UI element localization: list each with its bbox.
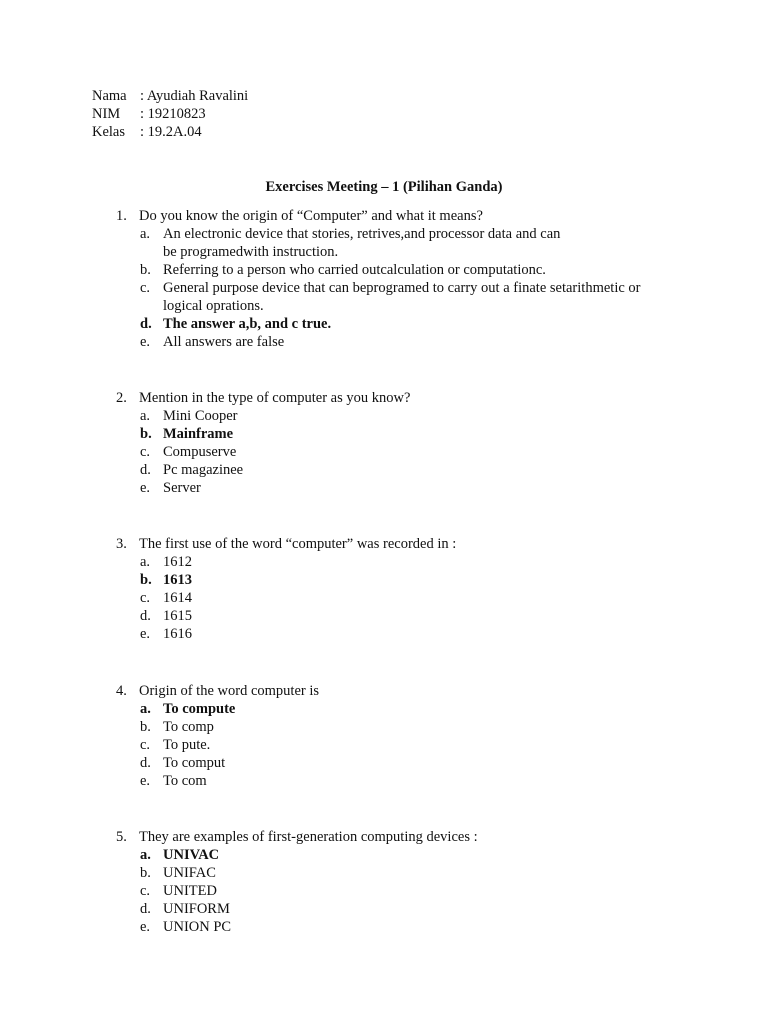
question-4-option-c-letter: c. [140, 737, 151, 753]
question-4-option-d-letter: d. [140, 755, 151, 771]
question-1-option-a-letter: a. [140, 226, 151, 242]
question-1-option-c-letter: c. [140, 280, 151, 296]
question-5-option-d-text: UNIFORM [163, 901, 230, 917]
question-4-text: Origin of the word computer is [139, 683, 320, 699]
question-5-text: They are examples of first-generation computing devices : [139, 829, 478, 845]
question-3-option-c-text: 1614 [163, 590, 192, 606]
question-3-option-a-letter: a. [140, 554, 151, 570]
question-2-number: 2. [116, 390, 127, 406]
question-2-option-b-letter: b. [140, 426, 152, 442]
question-5-option-e-text: UNION PC [163, 919, 232, 935]
student-class-label: Kelas [92, 124, 126, 140]
question-5-option-b-text: UNIFAC [163, 865, 216, 881]
question-2-text: Mention in the type of computer as you know? [139, 390, 411, 406]
question-5-option-d-letter: d. [140, 901, 151, 917]
question-3-option-e-letter: e. [140, 626, 151, 642]
question-4-option-b-text: To comp [163, 719, 214, 735]
student-class-value: : 19.2A.04 [140, 124, 202, 140]
question-5-option-c-letter: c. [140, 883, 151, 899]
question-3-option-b-text: 1613 [163, 572, 192, 588]
question-3-option-e-text: 1616 [163, 626, 192, 642]
student-nim-value: : 19210823 [140, 106, 206, 122]
question-1-text: Do you know the origin of “Computer” and what it means? [139, 208, 483, 224]
student-name-label: Nama [92, 88, 127, 104]
question-4-option-c-text: To pute. [163, 737, 211, 753]
question-5-option-a-text: UNIVAC [163, 847, 220, 863]
student-name-value: : Ayudiah Ravalini [140, 88, 249, 104]
question-4-option-a-text: To compute [163, 701, 236, 717]
question-3-number: 3. [116, 536, 127, 552]
question-4-option-d-text: To comput [163, 755, 226, 771]
question-3-option-c-letter: c. [140, 590, 151, 606]
question-1-option-d-letter: d. [140, 316, 152, 332]
question-3-text: The first use of the word “computer” was recorded in : [139, 536, 457, 552]
question-2-option-d-letter: d. [140, 462, 151, 478]
question-1-option-c-line-2: logical oprations. [163, 298, 264, 314]
student-nim-label: NIM [92, 106, 121, 122]
question-4-number: 4. [116, 683, 127, 699]
question-2-option-d-text: Pc magazinee [163, 462, 244, 478]
question-2-option-c-text: Compuserve [163, 444, 237, 460]
question-2-option-e-letter: e. [140, 480, 151, 496]
question-1-option-e-text: All answers are false [163, 334, 285, 350]
question-3-option-b-letter: b. [140, 572, 152, 588]
question-1-option-c-line-1: General purpose device that can beprogramed to carry out a finate setarithmetic or [163, 280, 641, 296]
question-5-option-e-letter: e. [140, 919, 151, 935]
question-1-option-d-text: The answer a,b, and c true. [163, 316, 332, 332]
question-1-option-a-line-2: be programedwith instruction. [163, 244, 339, 260]
question-2-option-c-letter: c. [140, 444, 151, 460]
question-1-option-b-text: Referring to a person who carried outcalculation or computationc. [163, 262, 546, 278]
question-5-number: 5. [116, 829, 127, 845]
question-3-option-d-text: 1615 [163, 608, 192, 624]
question-1-option-e-letter: e. [140, 334, 151, 350]
question-2-option-e-text: Server [163, 480, 201, 496]
question-4-option-a-letter: a. [140, 701, 151, 717]
question-4-option-e-letter: e. [140, 773, 151, 789]
question-2-option-a-letter: a. [140, 408, 151, 424]
question-1-option-a-line-1: An electronic device that stories, retrives,and processor data and can [163, 226, 561, 242]
question-5-option-c-text: UNITED [163, 883, 217, 899]
question-1-option-b-letter: b. [140, 262, 151, 278]
question-1-number: 1. [116, 208, 127, 224]
question-5-option-a-letter: a. [140, 847, 151, 863]
question-4-option-e-text: To com [163, 773, 207, 789]
question-5-option-b-letter: b. [140, 865, 151, 881]
question-4-option-b-letter: b. [140, 719, 151, 735]
question-3-option-a-text: 1612 [163, 554, 192, 570]
question-3-option-d-letter: d. [140, 608, 151, 624]
page-title: Exercises Meeting – 1 (Pilihan Ganda) [265, 179, 503, 195]
question-2-option-a-text: Mini Cooper [163, 408, 238, 424]
question-2-option-b-text: Mainframe [163, 426, 234, 442]
